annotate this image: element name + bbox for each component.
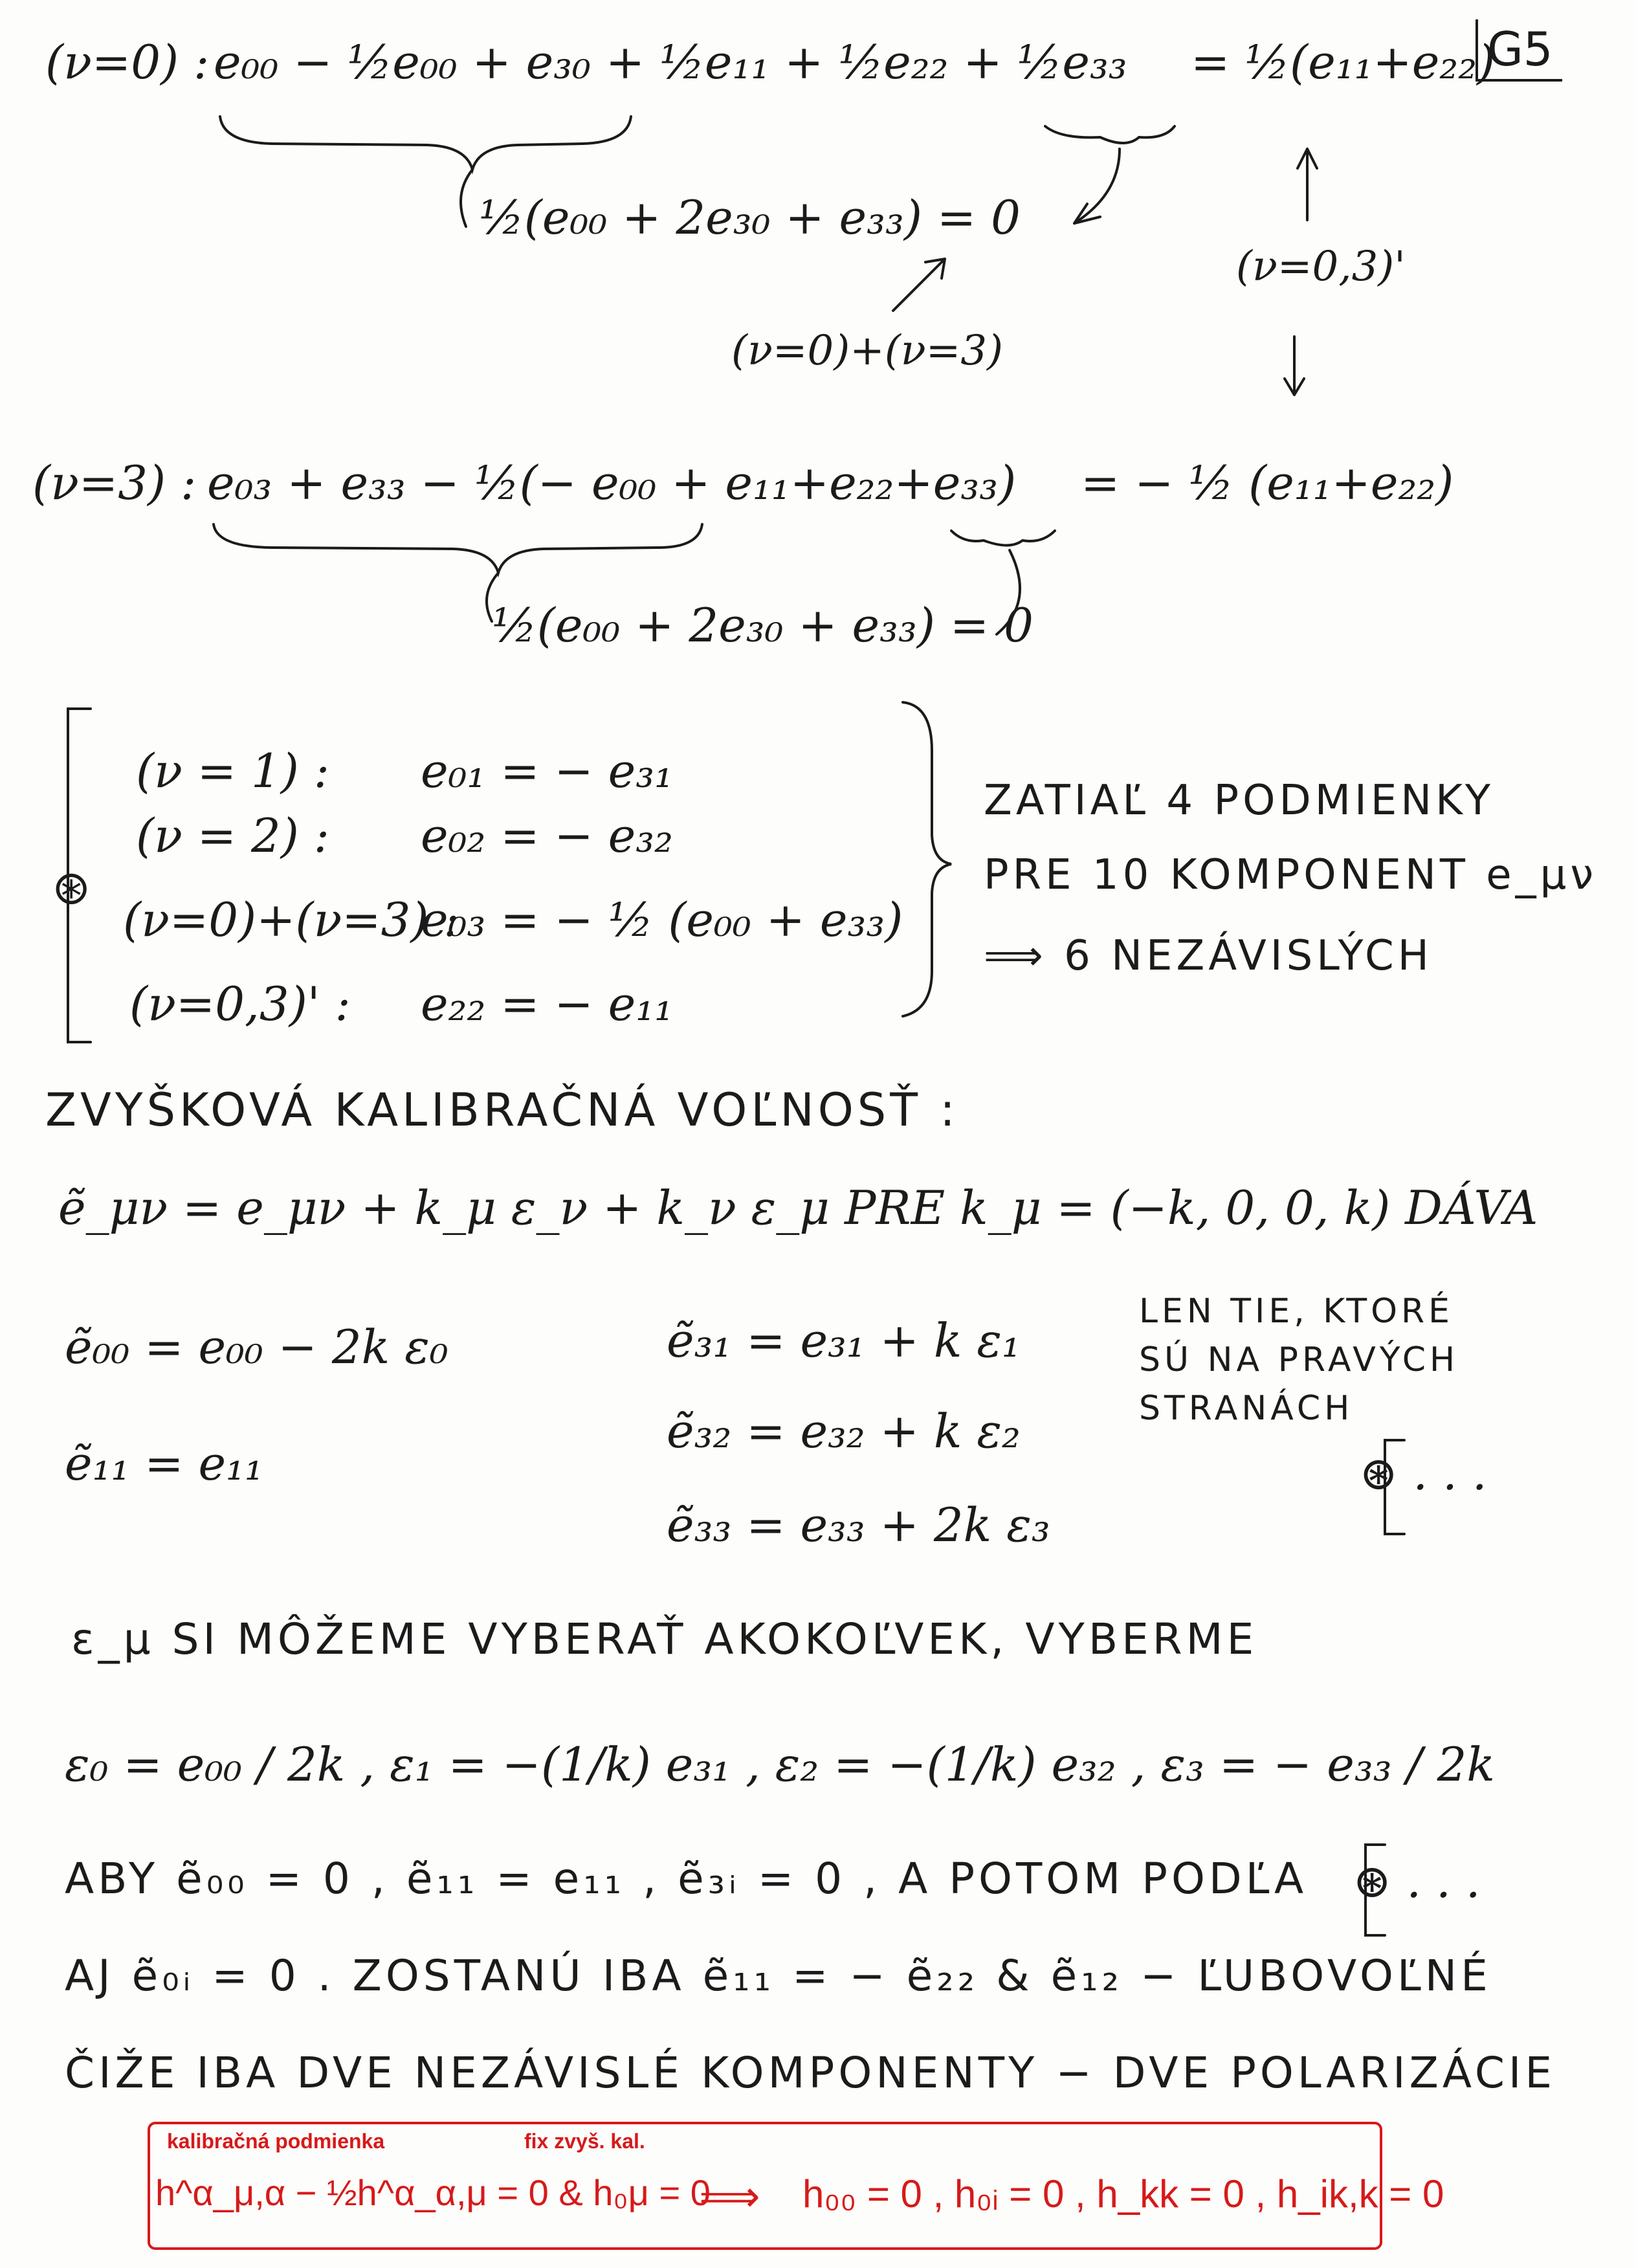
system-note-line: ZATIAĽ 4 PODMIENKY [984, 777, 1494, 825]
system-note-line: PRE 10 KOMPONENT e_μν [984, 851, 1598, 899]
component-eq-mid: ẽ₃₁ = e₃₁ + k ε₁ [667, 1313, 1021, 1368]
eq-nu0-label: (ν=0) : [45, 35, 210, 89]
arrow-down-stroke [1285, 337, 1304, 395]
system-row-eq: e₀₃ = − ½ (e₀₀ + e₃₃) [421, 893, 903, 947]
arrow-stroke [1074, 149, 1120, 223]
note-prime-condition: (ν=0,3)' [1236, 243, 1406, 291]
reference-bracket-stroke [1385, 1440, 1404, 1534]
component-eq-mid: ẽ₃₂ = e₃₂ + k ε₂ [667, 1404, 1021, 1458]
underbrace-stroke [220, 117, 631, 170]
eq-nu0-lhs: e₀₀ − ½e₀₀ + e₃₀ + ½e₁₁ + ½e₂₂ + ½e₃₃ [214, 35, 1127, 89]
choice-eq: ε₀ = e₀₀ / 2k , ε₁ = −(1/k) e₃₁ , ε₂ = −(1/k) e₃₂ , ε₃ = − e₃₃ / 2k [65, 1737, 1496, 1792]
eq-nu0-rhs: = ½(e₁₁+e₂₂) [1191, 35, 1496, 89]
system-row-label: (ν=0,3)' : [129, 977, 351, 1031]
aby-line: ABY ẽ₀₀ = 0 , ẽ₁₁ = e₁₁ , ẽ₃ᵢ = 0 , A POTOM PODĽA [65, 1854, 1308, 1904]
choice-line: ε_μ SI MÔŽEME VYBERAŤ AKOKOĽVEK, VYBERME [71, 1614, 1258, 1664]
underbrace-stroke [214, 524, 702, 573]
underbrace-stroke [1045, 126, 1175, 143]
arrow-stroke [893, 259, 945, 311]
system-row-label: (ν = 2) : [136, 808, 330, 863]
component-eq-left: ẽ₁₁ = e₁₁ [65, 1436, 263, 1491]
component-eq-mid: ẽ₃₃ = e₃₃ + 2k ε₃ [667, 1498, 1050, 1552]
eq-nu3-lhs: e₀₃ + e₃₃ − ½(− e₀₀ + e₁₁+e₂₂+e₃₃) [207, 456, 1017, 510]
eq-nu3-rhs: = − ½ (e₁₁+e₂₂) [1081, 456, 1454, 510]
star-marker-icon: ⊛ [52, 860, 91, 915]
system-row-eq: e₀₂ = − e₃₂ [421, 808, 673, 863]
eq-nu3-label: (ν=3) : [32, 456, 197, 510]
reference-marker: ⊛ . . . [1353, 1854, 1481, 1908]
aj-line: AJ ẽ₀ᵢ = 0 . ZOSTANÚ IBA ẽ₁₁ = − ẽ₂₂ & ẽ₁₂ − ĽUBOVOĽNÉ [65, 1951, 1492, 2001]
system-note-line: ⟹ 6 NEZÁVISLÝCH [984, 932, 1433, 980]
right-note-line: STRANÁCH [1139, 1389, 1354, 1428]
arrow-stroke [997, 550, 1020, 634]
box-label-residual-fix: fix zvyš. kal. [524, 2129, 645, 2153]
arrow-stroke [487, 573, 498, 621]
system-bracket-stroke [68, 709, 91, 1042]
gauge-transform-eq: ẽ_μν = e_μν + k_μ ε_ν + k_ν ε_μ PRE k_μ = (−k, 0, 0, k) DÁVA [58, 1181, 1538, 1235]
arrow-up-stroke [1298, 149, 1317, 220]
box-eq-left: h^α_μ,α − ½h^α_α,μ = 0 & h₀μ = 0 [155, 2172, 711, 2213]
box-label-gauge-condition: kalibračná podmienka [167, 2129, 385, 2153]
system-row-label: (ν=0)+(ν=3) : [123, 893, 459, 947]
system-row-eq: e₂₂ = − e₁₁ [421, 977, 673, 1031]
section-heading: ZVYŠKOVÁ KALIBRAČNÁ VOĽNOSŤ : [45, 1084, 959, 1137]
reference-bracket-stroke [1365, 1845, 1385, 1935]
box-eq-right: h₀₀ = 0 , h₀ᵢ = 0 , h_kk = 0 , h_ik,k = 0 [802, 2172, 1444, 2216]
right-note-line: LEN TIE, KTORÉ [1139, 1292, 1454, 1331]
combined-eq-1: ½(e₀₀ + 2e₃₀ + e₃₃) = 0 [479, 190, 1021, 245]
box-arrow: ⟹ [699, 2172, 760, 2220]
system-row-label: (ν = 1) : [136, 744, 330, 798]
page-tag: G5 [1476, 19, 1562, 82]
reference-marker: ⊛ . . . [1359, 1446, 1487, 1500]
underbrace-stroke [951, 531, 1055, 546]
system-row-eq: e₀₁ = − e₃₁ [421, 744, 673, 798]
conclusion-line: ČIŽE IBA DVE NEZÁVISLÉ KOMPONENTY − DVE POLARIZÁCIE [65, 2048, 1556, 2098]
arrow-stroke [461, 170, 472, 227]
right-note-line: SÚ NA PRAVÝCH [1139, 1340, 1459, 1379]
component-eq-left: ẽ₀₀ = e₀₀ − 2k ε₀ [65, 1320, 448, 1374]
combined-eq-2: ½(e₀₀ + 2e₃₀ + e₃₃) = 0 [492, 598, 1034, 652]
system-brace-stroke [903, 702, 951, 1016]
note-sum-condition: (ν=0)+(ν=3) [731, 327, 1003, 375]
